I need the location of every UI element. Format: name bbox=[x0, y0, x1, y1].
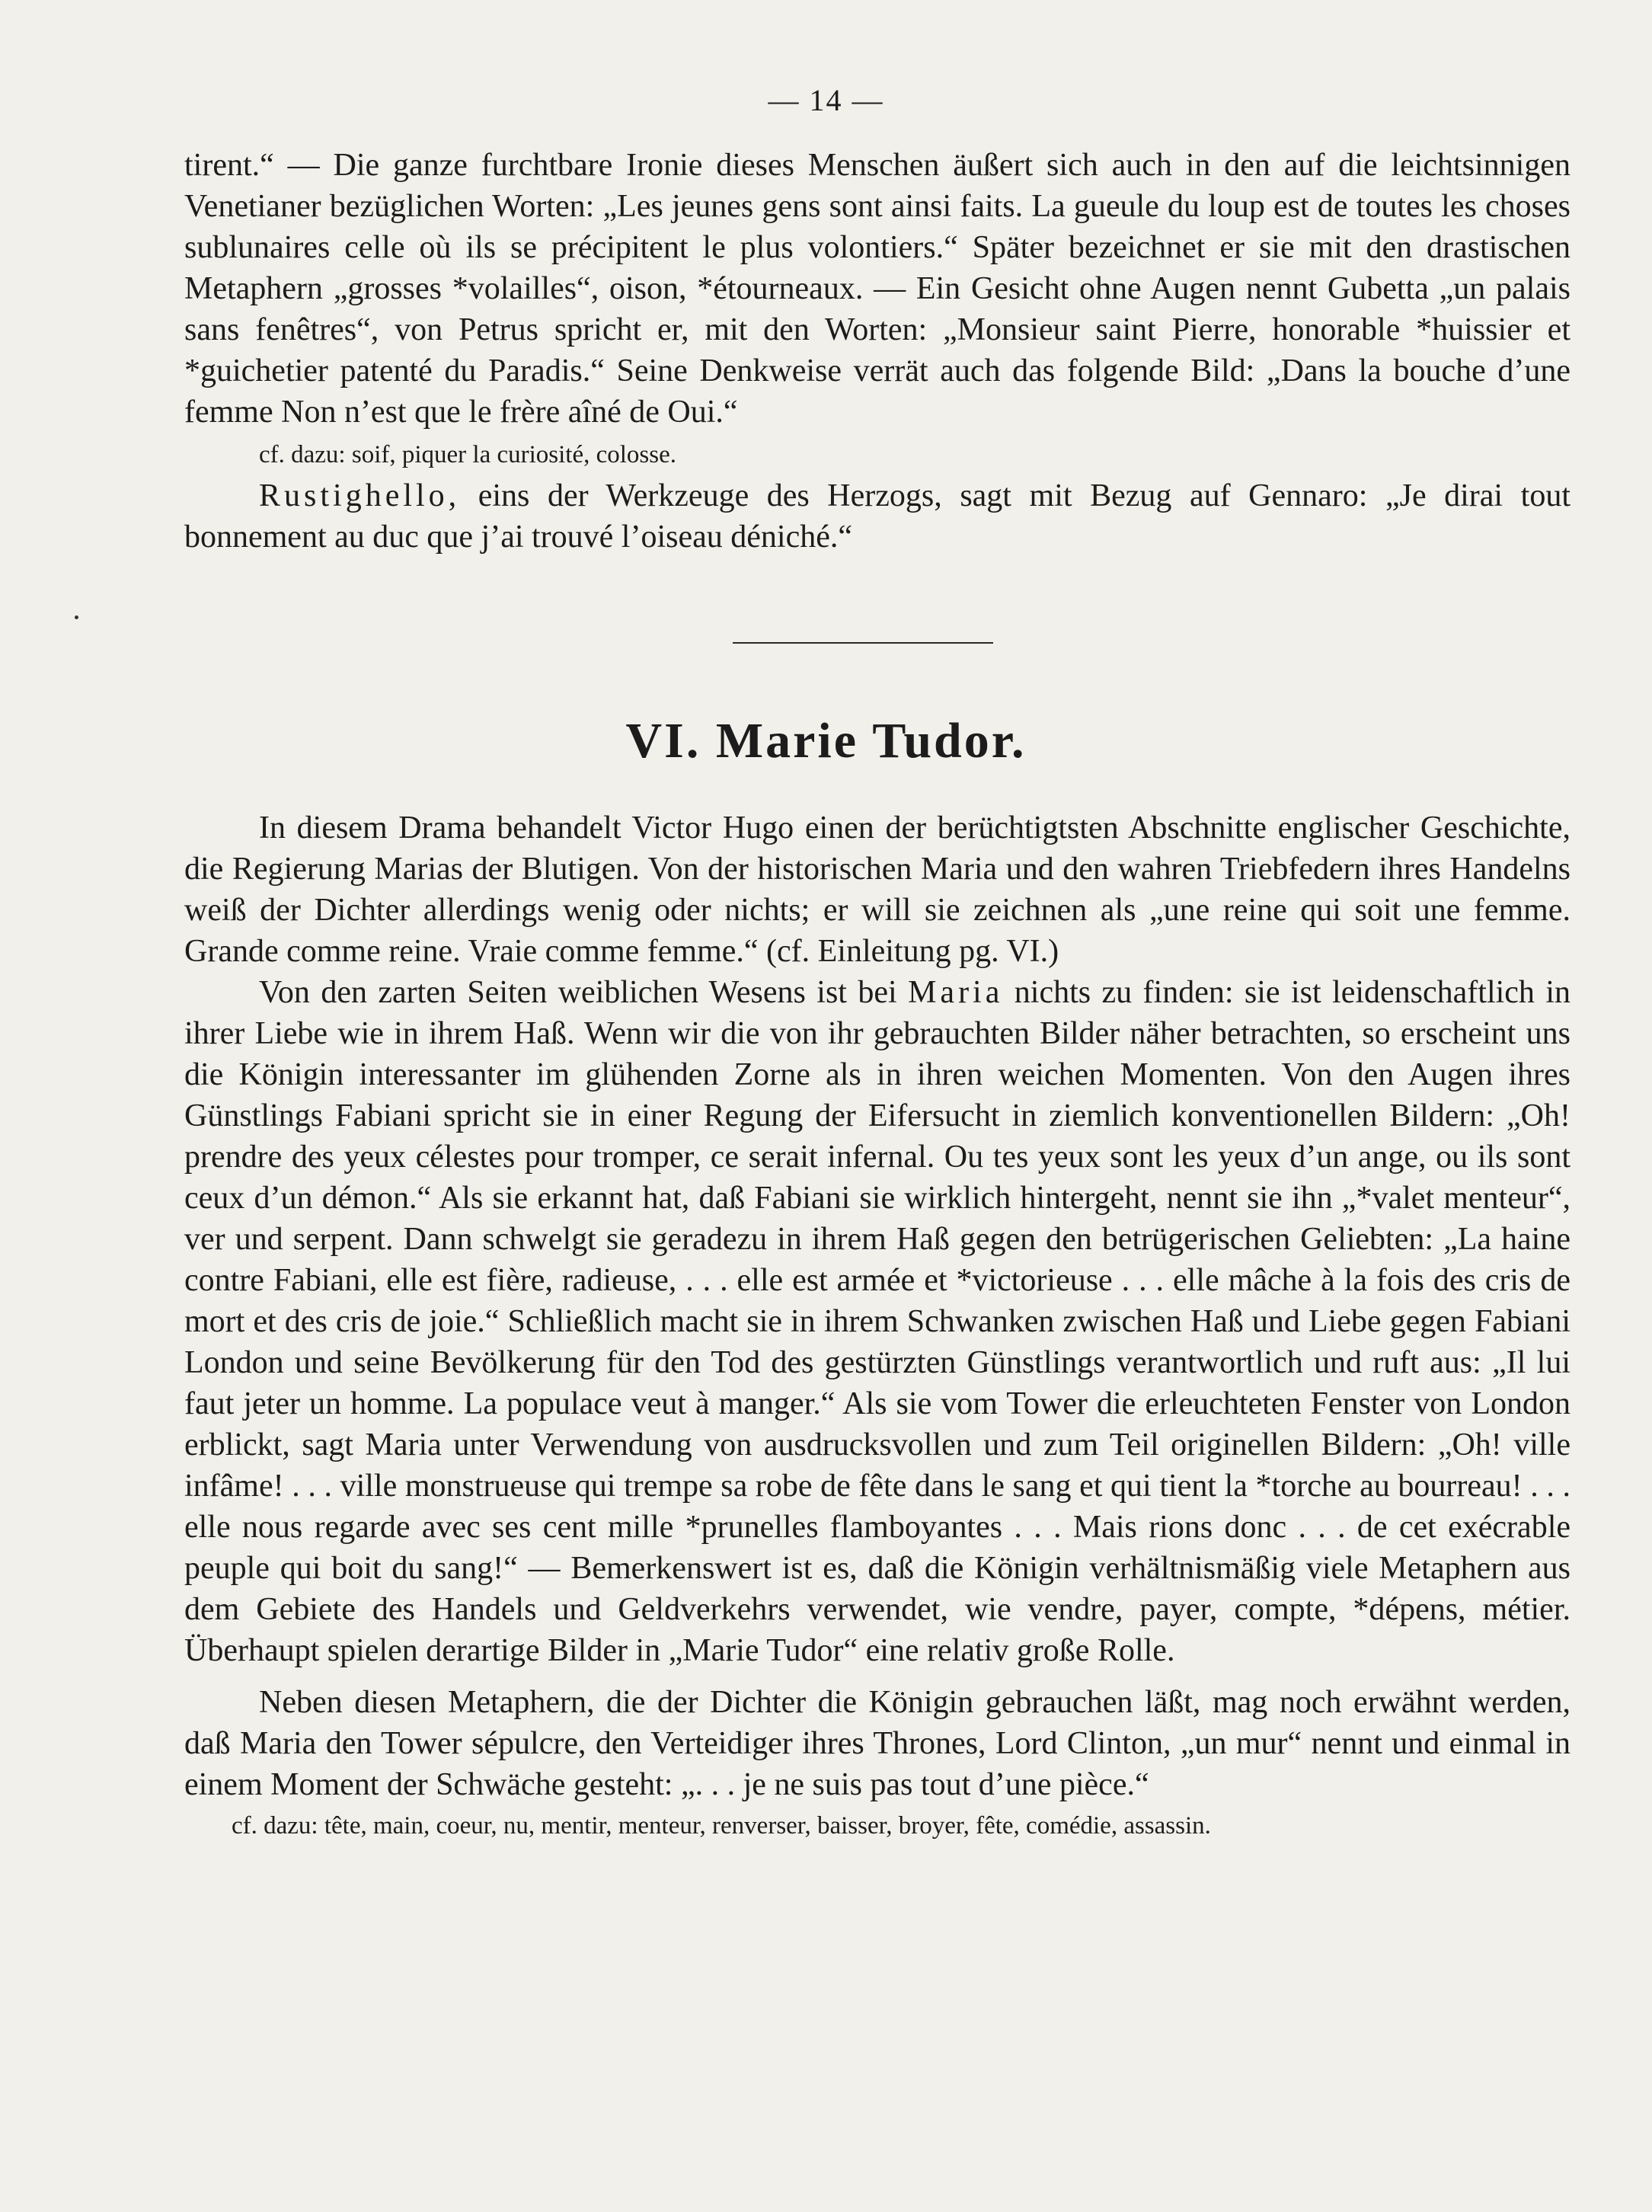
text-block-top bbox=[184, 145, 1571, 558]
name-maria: Maria bbox=[908, 975, 1004, 1010]
paragraph-rustighello-text: eins der Werkzeuge des Herzogs, sagt mit Bezug auf Gennaro: „Je dirai tout bonnement au duc que j’ai trouvé l’oiseau déniché.“ bbox=[184, 478, 1571, 555]
paragraph-lucrece-continuation: tirent.“ — Die ganze furchtbare Ironie dieses Menschen äußert sich auch in den auf die leichtsinnigen Venetianer bezüglichen Worten: „Les jeunes gens sont ainsi faits. La gueule du loup est de toutes les choses sublunaires celle où ils se précipitent le plus volontiers.“ Später bezeichnet er sie mit den drastischen Metaphern „grosses *volailles“, oison, *étourneaux. — Ein Gesicht ohne Augen nennt Gubetta „un palais sans fenêtres“, von Petrus spricht er, mit den Worten: „Monsieur saint Pierre, honorable *huissier et *guichetier patenté du Paradis.“ Seine Denkweise verrät auch das folgende Bild: „Dans la bouche d’une femme Non n’est que le frère aîné de Oui.“ bbox=[184, 148, 1571, 430]
print-speck bbox=[75, 615, 78, 619]
text-block-main bbox=[184, 807, 1571, 1846]
name-rustighello: Rustighello, bbox=[259, 478, 461, 513]
cf-note-1: cf. dazu: soif, piquer la curiosité, colosse. bbox=[259, 441, 676, 468]
paragraph-rustighello bbox=[184, 475, 1571, 558]
section-divider bbox=[733, 642, 993, 644]
section-heading: VI. Marie Tudor. bbox=[625, 713, 1027, 769]
paragraph-intro: In diesem Drama behandelt Victor Hugo einen der berüchtigtsten Abschnitte englischer Geschichte, die Regierung Marias der Blutigen. Von der historischen Maria und den wahren Triebfedern ihres Handelns weiß der Dichter allerdings wenig oder nichts; er will sie zeichnen als „une reine qui soit une femme. Grande comme reine. Vraie comme femme.“ (cf. Einleitung pg. VI.) bbox=[184, 810, 1571, 969]
cf-note-2: cf. dazu: tête, main, coeur, nu, mentir, menteur, renverser, baisser, broyer, fête, comédie, assassin. bbox=[232, 1812, 1211, 1840]
paragraph-maria-start: Von den zarten Seiten weiblichen Wesens ist bei bbox=[259, 975, 909, 1010]
paragraph-maria-rest: nichts zu finden: sie ist leidenschaftlich in ihrer Liebe wie in ihrem Haß. Wenn wir die von ihr gebrauchten Bilder näher betrachten, so erscheint uns die Königin interessanter im glühenden Zorne als in ihren weichen Momenten. Von den Augen ihres Günstlings Fabiani spricht sie in einer Regung der Eifersucht in ziemlich konventionellen Bildern: „Oh! prendre des yeux célestes pour tromper, ce serait infernal. Ou tes yeux sont les yeux d’un ange, ou ils sont ceux d’un démon.“ Als sie erkannt hat, daß Fabiani sie wirklich hintergeht, nennt sie ihn „*valet menteur“, ver und serpent. Dann schwelgt sie geradezu in ihrem Haß gegen den betrügerischen Geliebten: „La haine contre Fabiani, elle est fière, radieuse, . . . elle est armée et *victorieuse . . . elle mâche à la fois des cris de mort et des cris de joie.“ Schließlich macht sie in ihrem Schwanken zwischen Haß und Liebe gegen Fabiani London und seine Bevölkerung für den Tod des gestürzten Günstlings verantwortlich und ruft aus: „Il lui faut jeter un homme. La populace veut à manger.“ Als sie vom Tower die erleuchteten Fenster von London erblickt, sagt Maria unter Verwendung von ausdrucksvollen und zum Teil originellen Bildern: „Oh! ville infâme! . . . ville monstrueuse qui trempe sa robe de fête dans le sang et qui tient la *torche au bourreau! . . . elle nous regarde avec ses cent mille *prunelles flamboyantes . . . Mais rions donc . . . de cet exécrable peuple qui boit du sang!“ — Bemerkenswert ist es, daß die Königin verhältnismäßig viele Metaphern aus dem Gebiete des Handels und Geldverkehrs verwendet, wie vendre, payer, compte, *dépens, métier. Überhaupt spielen derartige Bilder in „Marie Tudor“ eine relativ große Rolle. bbox=[184, 975, 1571, 1668]
page-number: — 14 — bbox=[768, 83, 884, 117]
paragraph-maria bbox=[184, 972, 1571, 1671]
paragraph-metaphors: Neben diesen Metaphern, die der Dichter die Königin gebrauchen läßt, mag noch erwähnt werden, daß Maria den Tower sépulcre, den Verteidiger ihres Thrones, Lord Clinton, „un mur“ nennt und einmal in einem Moment der Schwäche gesteht: „. . . je ne suis pas tout d’une pièce.“ bbox=[184, 1685, 1571, 1802]
